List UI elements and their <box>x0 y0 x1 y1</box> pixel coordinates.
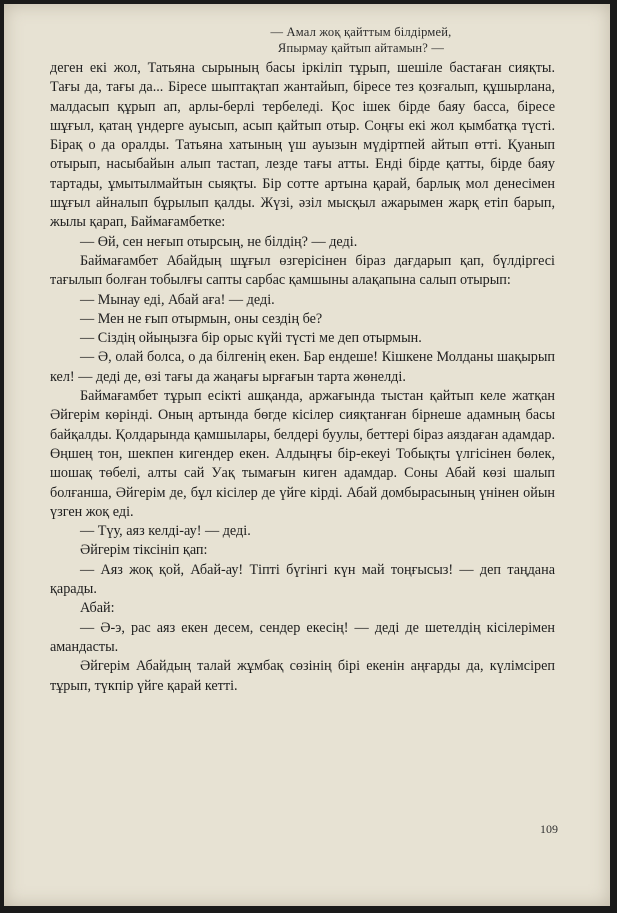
paragraph: — Мынау еді, Абай аға! — деді. <box>80 291 275 308</box>
paragraph: — Өй, сен неғып отырсың, не білдің? — деді. <box>80 233 358 250</box>
epigraph <box>4 24 610 56</box>
paragraph: деген екі жол, Татьяна сырының басы іркіліп тұрып, шешіле бастаған сияқты. Тағы да, тағы да... Біресе шыптақтап жантайып, біресе тез қозғалып, құшырлана, малдасып құрып ап, арлы-берлі тербеледі. Қос ішек бірде баяу басса, біресе шұғыл, қатаң үндерге ауысып, асып қайтып отыр. Соңғы екі жол қымбатқа түсті. Бірақ о да оралды. Татьяна хатының үш ауызын мүдіртпей айтып өтті. Қуанып отырып, насыбайын алып тастап, лезде тағы атты. Енді бірде қатты, бірде баяу тартады, ұмытылмайтын сыяқты. Бір сотте артына қарай, барлық мол денесімен шұғыл айналып бұрылып қалды. Жүзі, әзіл мысқыл ажарымен жарқ етіп барып, жылы қарап, Баймағамбетке: <box>50 60 555 231</box>
paragraph: — Түу, аяз келді-ау! — деді. <box>80 523 251 540</box>
epigraph-line-1: — Амал жоқ қайттым білдірмей, <box>270 25 452 39</box>
epigraph-line-2: Япырмау қайтып айтамын? — <box>277 41 445 55</box>
paragraph: Баймағамбет тұрып есікті ашқанда, аржағында тыстан қайтып келе жатқан Әйгерім көрінді. Оның артында бөгде кісілер сияқтанған бірнеше адамның басы байқалды. Қолдарында қамшылары, белдері буулы, беттері біраз аяздаған адамдар. Өңшең тон, шекпен кигендер екен. Алдыңғы бір-екеуі Тобықты үлгісінен бөлек, шошақ төбелі, алты сай Уақ тымағын киген адамдар. Соны Абай көзі шалып болғанша, Әйгерім де, бұл кісілер де үйге кірді. Абай домбырасының үнінен ойын үзген жоқ еді. <box>50 388 555 520</box>
body-text <box>50 59 555 696</box>
paragraph: Абай: <box>80 600 115 617</box>
paragraph: — Аяз жоқ қой, Абай-ау! Тіпті бүгінгі күн май тоңғысыз! — деп таңдана қарады. <box>50 561 555 598</box>
paragraph: Әйгерім Абайдың талай жұмбақ сөзінің бірі екенін аңғарды да, күлімсіреп тұрып, түкпір үйге қарай кетті. <box>50 658 555 694</box>
paragraph: — Ә, олай болса, о да білгенің екен. Бар ендеше! Кішкене Молданы шақырып кел! — деді де, өзі тағы да жаңағы ырғағын тарта жөнелді. <box>50 349 555 385</box>
paragraph: — Сіздің ойыңызға бір орыс күйі түсті ме деп отырмын. <box>80 330 422 347</box>
page-number: 109 <box>540 822 558 836</box>
paragraph: Баймағамбет Абайдың шұғыл өзгерісінен біраз дағдарып қап, бүлдіргесі тағылып болған тобылғы сапты сарбас қамшыны алақапына салып отырып: <box>50 252 555 289</box>
paragraph: — Ә-э, рас аяз екен десем, сендер екесің! — деді де шетелдің кісілерімен амандасты. <box>50 619 555 655</box>
book-page <box>4 4 610 906</box>
paragraph: — Мен не ғып отырмын, оны сездің бе? <box>80 310 323 327</box>
paragraph: Әйгерім тіксініп қап: <box>80 542 208 559</box>
